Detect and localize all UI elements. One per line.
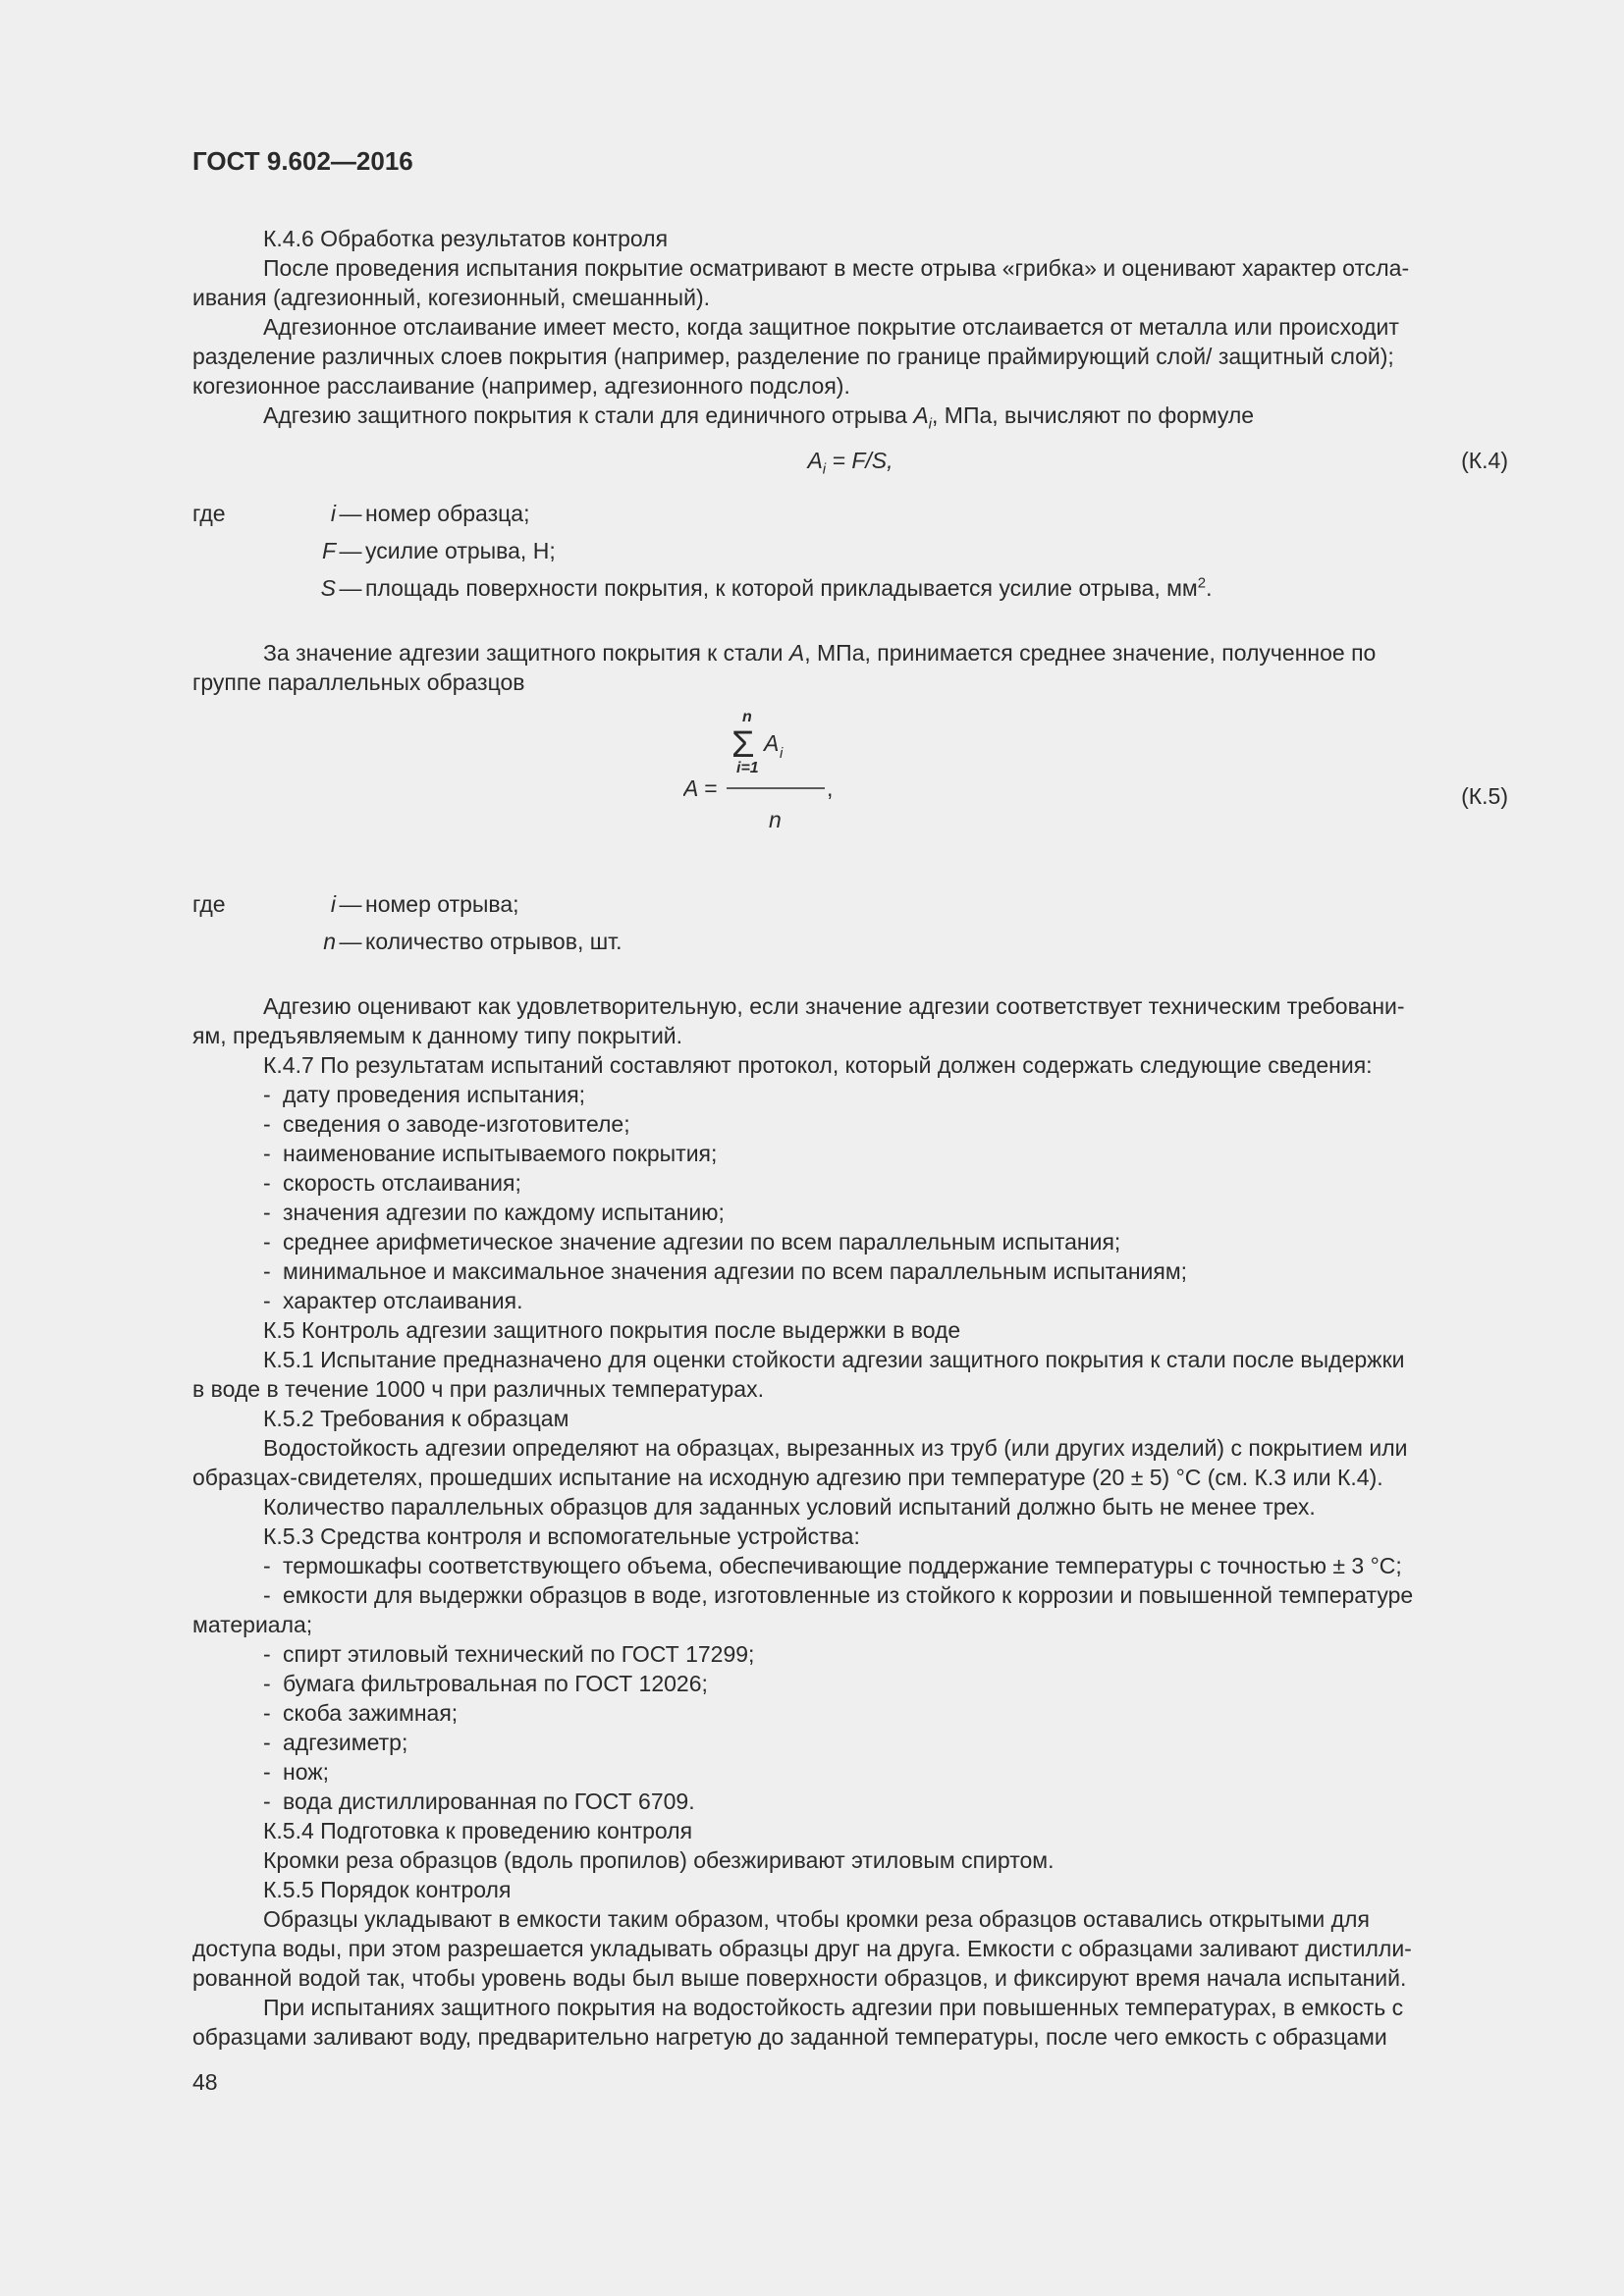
formula-k5-term-sub: i	[780, 745, 784, 762]
text-segment: , МПа, принимается среднее значение, полученное по	[804, 640, 1377, 666]
list-item: - спирт этиловый технический по ГОСТ 17299;	[263, 1641, 755, 1667]
text-line: Кромки реза образцов (вдоль пропилов) обезжиривают этиловым спиртом.	[263, 1847, 1055, 1873]
list-item: - термошкафы соответствующего объема, обеспечивающие поддержание температуры с точностью ± 3 °C;	[263, 1553, 1402, 1578]
where-symbol: n	[323, 929, 336, 954]
where-dash: —	[339, 929, 362, 954]
text-line: К.5.1 Испытание предназначено для оценки стойкости адгезии защитного покрытия к стали после выдержки	[263, 1347, 1405, 1372]
where-text: усилие отрыва, Н;	[365, 538, 556, 563]
where-item	[192, 499, 1508, 536]
section-title-k5: К.5 Контроль адгезии защитного покрытия после выдержки в воде	[263, 1317, 961, 1343]
page-number: 48	[192, 2069, 218, 2095]
text-line	[192, 638, 1508, 667]
list-item: - среднее арифметическое значение адгезии по всем параллельным испытания;	[263, 1229, 1121, 1255]
list-item: - вода дистиллированная по ГОСТ 6709.	[263, 1789, 695, 1814]
where-dash: —	[339, 538, 362, 563]
text-line: в воде в течение 1000 ч при различных температурах.	[192, 1376, 764, 1402]
where-label: где	[192, 891, 226, 917]
list-item: - значения адгезии по каждому испытанию;	[263, 1200, 725, 1225]
text-line: ивания (адгезионный, когезионный, смешанный).	[192, 285, 710, 310]
text-line: Адгезию оценивают как удовлетворительную, если значение адгезии соответствует техническим требовани-	[263, 993, 1405, 1019]
where-symbol: S	[320, 575, 336, 601]
document-body	[192, 224, 1508, 2052]
formula-k4-expression	[192, 446, 1508, 478]
where-symbol: F	[321, 538, 336, 563]
formula-rhs: = F/S,	[826, 448, 893, 473]
where-dash: —	[339, 501, 362, 526]
formula-k5-number: (К.5)	[1461, 783, 1508, 809]
section-title-k53: К.5.3 Средства контроля и вспомогательные устройства:	[263, 1523, 860, 1549]
formula-k5-lhs: A =	[683, 775, 718, 801]
text-line: материала;	[192, 1612, 313, 1637]
symbol: A	[788, 640, 805, 666]
where-text-tail: .	[1206, 575, 1213, 601]
list-item: - нож;	[263, 1759, 330, 1785]
text-line: образцах-свидетелях, прошедших испытание на исходную адгезию при температуре (20 ± 5) °C (см. К.3 или К.4).	[192, 1465, 1383, 1490]
formula-k4-number: (К.4)	[1461, 448, 1508, 473]
text-line: Образцы укладывают в емкости таким образом, чтобы кромки реза образцов оставались открытыми для	[263, 1906, 1370, 1932]
text-line: группе параллельных образцов	[192, 669, 525, 695]
superscript: 2	[1197, 574, 1207, 592]
formula-k5	[192, 705, 1508, 881]
text-line: ям, предъявляемым к данному типу покрытий.	[192, 1023, 683, 1048]
formula-k5-lower: i=1	[736, 760, 759, 776]
section-title-k47: К.4.7 По результатам испытаний составляют протокол, который должен содержать следующие сведения:	[263, 1052, 1373, 1078]
text-line: когезионное расслаивание (например, адгезионного подслоя).	[192, 373, 850, 399]
section-title-k52: К.5.2 Требования к образцам	[263, 1406, 569, 1431]
where-label: где	[192, 501, 226, 526]
list-item: - дату проведения испытания;	[263, 1082, 586, 1107]
section-title-k54: К.5.4 Подготовка к проведению контроля	[263, 1818, 693, 1843]
formula-k5-comma: ,	[827, 775, 834, 801]
where-text: площадь поверхности покрытия, к которой прикладывается усилие отрыва, мм	[365, 575, 1198, 601]
document-id-header: ГОСТ 9.602—2016	[192, 146, 413, 176]
text-line: Водостойкость адгезии определяют на образцах, вырезанных из труб (или других изделий) с покрытием или	[263, 1435, 1408, 1461]
where-list-2	[192, 889, 1508, 964]
where-text: номер образца;	[365, 501, 530, 526]
text-line: Адгезионное отслаивание имеет место, когда защитное покрытие отслаивается от металла или происходит	[263, 314, 1399, 340]
text-line: рованной водой так, чтобы уровень воды был выше поверхности образцов, и фиксируют время начала испытаний.	[192, 1965, 1407, 1991]
where-dash: —	[339, 575, 362, 601]
formula-k4	[192, 432, 1508, 491]
formula-k5-denominator: n	[769, 807, 782, 832]
list-item: - бумага фильтровальная по ГОСТ 12026;	[263, 1671, 708, 1696]
where-dash: —	[339, 891, 362, 917]
text-line: образцами заливают воду, предварительно нагретую до заданной температуры, после чего емкость с образцами	[192, 2024, 1387, 2050]
list-item: - скорость отслаивания;	[263, 1170, 521, 1196]
where-item	[192, 536, 1508, 573]
text-line: Количество параллельных образцов для заданных условий испытаний должно быть не менее трех.	[263, 1494, 1316, 1520]
where-text: номер отрыва;	[365, 891, 519, 917]
where-item	[192, 927, 1508, 964]
subscript: i	[928, 415, 933, 433]
formula-lhs-sub: i	[822, 460, 827, 478]
where-list-1	[192, 499, 1508, 611]
section-title-k55: К.5.5 Порядок контроля	[263, 1877, 512, 1902]
text-line: При испытаниях защитного покрытия на водостойкость адгезии при повышенных температурах, в емкость с	[263, 1995, 1404, 2020]
list-item: - адгезиметр;	[263, 1730, 408, 1755]
symbol: A	[913, 402, 929, 428]
formula-k5-upper: n	[742, 709, 752, 725]
formula-k5-term: A	[764, 730, 780, 756]
where-item	[192, 889, 1508, 927]
text-segment: За значение адгезии защитного покрытия к стали	[263, 640, 789, 666]
list-item: - минимальное и максимальное значения адгезии по всем параллельным испытаниям;	[263, 1258, 1188, 1284]
text-line: доступа воды, при этом разрешается укладывать образцы друг на друга. Емкости с образцами заливают дистилли-	[192, 1936, 1412, 1961]
text-line: После проведения испытания покрытие осматривают в месте отрыва «грибка» и оценивают характер отсла-	[263, 255, 1410, 281]
where-text: количество отрывов, шт.	[365, 929, 623, 954]
where-item	[192, 573, 1508, 611]
document-page	[192, 137, 1508, 2052]
list-item: - наименование испытываемого покрытия;	[263, 1141, 718, 1166]
list-item: - характер отслаивания.	[263, 1288, 523, 1313]
text-segment: Адгезию защитного покрытия к стали для единичного отрыва	[263, 402, 914, 428]
text-line: разделение различных слоев покрытия (например, разделение по границе праймирующий слой/ защитный слой);	[192, 344, 1394, 369]
where-symbol: i	[330, 891, 336, 917]
section-title-k46: К.4.6 Обработка результатов контроля	[263, 226, 669, 251]
text-segment: , МПа, вычисляют по формуле	[932, 402, 1255, 428]
formula-lhs: A	[807, 448, 823, 473]
list-item: - емкости для выдержки образцов в воде, изготовленные из стойкого к коррозии и повышенной температуре	[263, 1582, 1414, 1608]
where-symbol: i	[330, 501, 336, 526]
list-item: - скоба зажимная;	[263, 1700, 459, 1726]
formula-k5-graphic	[683, 705, 1076, 842]
text-line	[192, 400, 1508, 433]
list-item: - сведения о заводе-изготовителе;	[263, 1111, 630, 1137]
formula-k5-sigma: Σ	[731, 724, 755, 766]
